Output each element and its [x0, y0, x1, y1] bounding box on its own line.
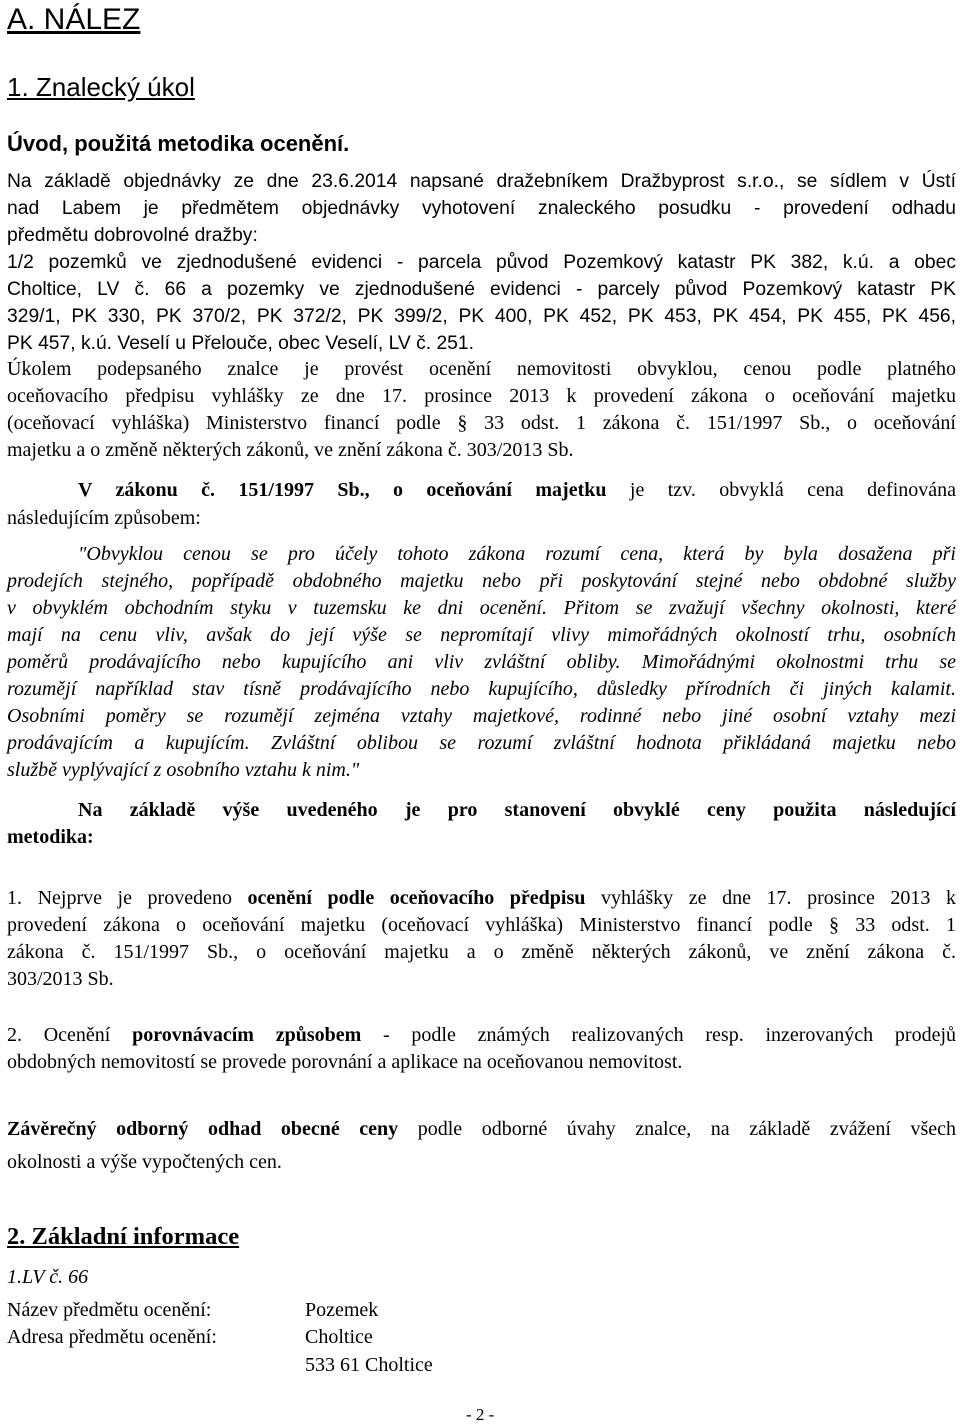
step1-prefix: 1. Nejprve je provedeno	[7, 887, 248, 909]
task-line-4: majetku a o změně některých zákonů, ve znění zákona č. 303/2013 Sb.	[7, 439, 574, 461]
quote-line-4: mají na cenu vliv, avšak do její výše se nepromítají vlivy mimořádných okolností trhu, osobních	[7, 624, 956, 646]
intro-line-4: 1/2 pozemků ve zjednodušené evidenci - parcela původ Pozemkový katastr PK 382, k.ú. a obec	[7, 252, 956, 273]
quote-line-8: prodávajícím a kupujícím. Zvláštní oblibou se rozumí zvláštní hodnota přikládaná majetku nebo	[7, 732, 956, 754]
intro-line-2: nad Labem je předmětem objednávky vyhotovení znaleckého posudku - provedení odhadu	[7, 198, 956, 219]
intro-line-1: Na základě objednávky ze dne 23.6.2014 napsané dražebníkem Dražbyprost s.r.o., se sídlem v Ústí	[7, 171, 956, 192]
quote-line-6: rozumějí například stav tísně prodávajícího nebo kupujícího, důsledky přírodních či jiných kalamit.	[7, 678, 956, 700]
intro-line-5: Choltice, LV č. 66 a pozemky ve zjednodušené evidenci - parcely původ Pozemkový katastr PK	[7, 279, 956, 300]
intro-line-3: předmětu dobrovolné dražby:	[7, 225, 258, 246]
quote-line-3: v obvyklém obchodním styku v tuzemsku ke dni ocenění. Přitom se zvažují všechny okolnosti, které	[7, 597, 956, 619]
conclusion-bold: Závěrečný odborný odhad obecné ceny	[7, 1118, 399, 1140]
step2-prefix: 2. Ocenění	[7, 1024, 133, 1046]
task-line-2: oceňovacího předpisu vyhlášky ze dne 17. prosince 2013 k provedení zákona o oceňování majetku	[7, 385, 956, 407]
page-heading: A. NÁLEZ	[7, 3, 141, 36]
step1-rest: vyhlášky ze dne 17. prosince 2013 k	[585, 887, 956, 909]
quote-line-1: "Obvyklou cenou se pro účely tohoto zákona rozumí cena, která by byla dosažena při	[78, 543, 956, 565]
step2-rest: - podle známých realizovaných resp. inzerovaných prodejů	[361, 1024, 957, 1046]
quote-line-2: prodejích stejného, popřípadě obdobného majetku nebo při poskytování stejné nebo obdobné služby	[7, 570, 956, 592]
step2-bold: porovnávacím způsobem	[132, 1024, 362, 1046]
lv-number: 1.LV č. 66	[7, 1266, 89, 1288]
law-bold: V zákonu č. 151/1997 Sb., o oceňování majetku	[78, 479, 607, 501]
intro-line-6: 329/1, PK 330, PK 370/2, PK 372/2, PK 399/2, PK 400, PK 452, PK 453, PK 454, PK 455, PK 456,	[7, 306, 956, 327]
conclusion-rest: podle odborné úvahy znalce, na základě zvážení všech	[398, 1118, 956, 1140]
step2-line-2: obdobných nemovitostí se provede porovnání a aplikace na oceňovanou nemovitost.	[7, 1051, 683, 1073]
step1-line-1	[7, 887, 956, 910]
law-line-2: následujícím způsobem:	[7, 507, 201, 529]
field-label-name: Název předmětu ocenění:	[7, 1299, 212, 1321]
task-line-1: Úkolem podepsaného znalce je provést ocenění nemovitosti obvyklou, cenou podle platného	[7, 358, 956, 380]
field-value-address-line-2: 533 61 Choltice	[305, 1354, 433, 1376]
step2-line-1	[7, 1024, 956, 1047]
conclusion-line-2: okolnosti a výše vypočtených cen.	[7, 1151, 282, 1173]
method-line-1: Na základě výše uvedeného je pro stanovení obvyklé ceny použita následující	[78, 799, 956, 821]
law-rest: je tzv. obvyklá cena definována	[606, 479, 956, 501]
section-1-title: 1. Znalecký úkol	[7, 72, 195, 102]
section-2-title: 2. Základní informace	[7, 1223, 240, 1250]
quote-line-5: poměrů prodávajícího nebo kupujícího ani vliv zvláštní obliby. Mimořádnými okolnostmi trhu se	[7, 651, 956, 673]
step1-line-2: provedení zákona o oceňování majetku (oceňovací vyhláška) Ministerstvo financí podle § 33 odst. 1	[7, 914, 956, 936]
step1-line-3: zákona č. 151/1997 Sb., o oceňování majetku a o změně některých zákonů, ve znění zákona č.	[7, 941, 956, 963]
conclusion-line-1	[7, 1118, 956, 1141]
intro-line-7: PK 457, k.ú. Veselí u Přelouče, obec Veselí, LV č. 251.	[7, 333, 474, 354]
field-label-address: Adresa předmětu ocenění:	[7, 1326, 217, 1348]
law-line-1	[7, 479, 956, 502]
page-number: - 2 -	[466, 1405, 495, 1424]
quote-line-9: službě vyplývající z osobního vztahu k nim."	[7, 759, 360, 781]
task-line-3: (oceňovací vyhláška) Ministerstvo financí podle § 33 odst. 1 zákona č. 151/1997 Sb., o oceňování	[7, 412, 956, 434]
intro-title: Úvod, použitá metodika ocenění.	[7, 131, 350, 156]
step1-bold: ocenění podle oceňovacího předpisu	[247, 887, 586, 909]
method-line-2: metodika:	[7, 826, 94, 848]
field-value-address: Choltice	[305, 1326, 373, 1348]
step1-line-4: 303/2013 Sb.	[7, 968, 114, 990]
quote-line-7: Osobními poměry se rozumějí zejména vztahy majetkové, rodinné nebo jiné osobní vztahy mezi	[7, 705, 956, 727]
field-value-name: Pozemek	[305, 1299, 379, 1321]
